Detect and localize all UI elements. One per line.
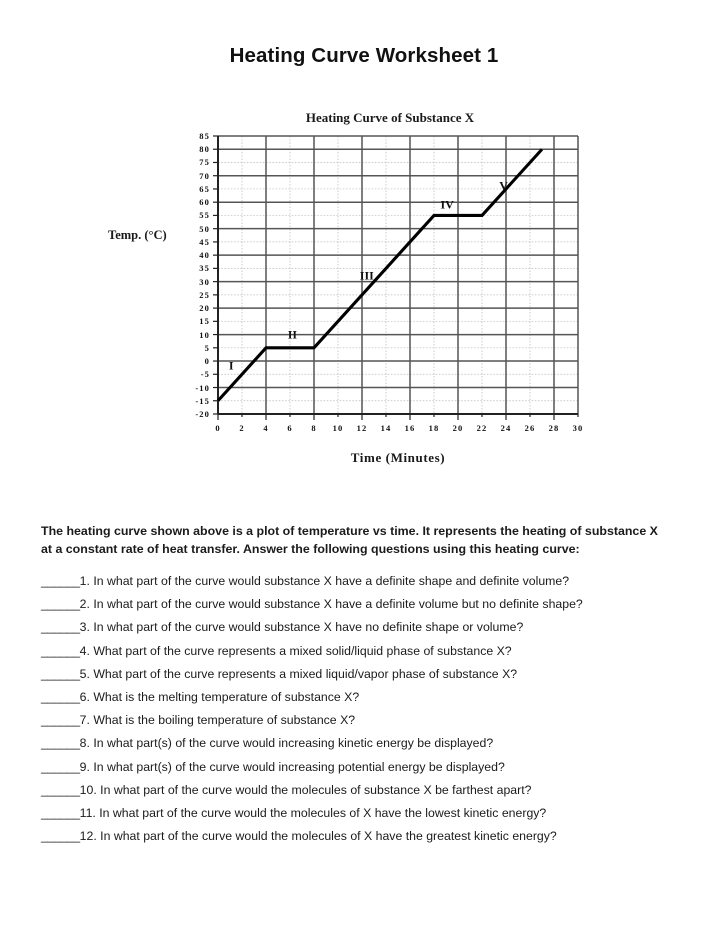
region-label-ii: II xyxy=(287,327,298,342)
question-text: 7. What is the boiling temperature of substance X? xyxy=(79,713,356,728)
question-row xyxy=(41,756,681,779)
x-tick-label: 8 xyxy=(311,423,317,433)
answer-blank[interactable]: ______ xyxy=(41,782,80,797)
question-row xyxy=(41,663,681,686)
y-tick-label: 35 xyxy=(199,263,210,274)
question-text: 5. What part of the curve represents a mixed liquid/vapor phase of substance X? xyxy=(79,666,518,681)
question-row xyxy=(41,570,681,593)
y-tick-label: 40 xyxy=(199,250,210,261)
answer-blank[interactable]: ______ xyxy=(41,689,80,704)
question-text: 3. In what part of the curve would substance X have no definite shape or volume? xyxy=(79,620,524,635)
region-label-i: I xyxy=(228,358,234,373)
y-tick-label: 65 xyxy=(199,183,210,194)
answer-blank[interactable]: ______ xyxy=(41,643,80,658)
question-row xyxy=(41,825,681,848)
y-tick-label: 70 xyxy=(199,170,210,181)
x-tick-label: 2 xyxy=(239,423,245,433)
y-tick-label: -5 xyxy=(200,369,210,380)
x-tick-label: 0 xyxy=(215,423,221,433)
y-tick-label: -15 xyxy=(195,395,210,406)
x-tick-label: 24 xyxy=(500,423,512,433)
answer-blank[interactable]: ______ xyxy=(41,736,80,751)
x-tick-label: 10 xyxy=(332,423,344,433)
question-row xyxy=(41,616,681,639)
y-tick-label: 80 xyxy=(199,144,210,155)
question-text: 8. In what part(s) of the curve would increasing kinetic energy be displayed? xyxy=(79,736,494,751)
y-tick-label: 55 xyxy=(199,210,210,221)
y-tick-label: 75 xyxy=(199,157,210,168)
answer-blank[interactable]: ______ xyxy=(41,666,80,681)
y-tick-label: 15 xyxy=(199,316,210,327)
y-tick-label: -10 xyxy=(195,382,210,393)
x-tick-label: 16 xyxy=(404,423,416,433)
x-tick-label: 12 xyxy=(356,423,368,433)
plot-area xyxy=(100,128,600,448)
y-tick-label: 30 xyxy=(199,276,210,287)
y-tick-label: 0 xyxy=(204,356,210,367)
question-row xyxy=(41,640,681,663)
answer-blank[interactable]: ______ xyxy=(41,597,80,612)
answer-blank[interactable]: ______ xyxy=(41,805,80,820)
axis-lines xyxy=(218,136,578,414)
x-tick-label: 30 xyxy=(572,423,584,433)
page-title: Heating Curve Worksheet 1 xyxy=(229,44,499,67)
y-tick-label: 60 xyxy=(199,197,210,208)
question-row xyxy=(41,593,681,616)
question-row xyxy=(41,686,681,709)
answer-blank[interactable]: ______ xyxy=(41,713,80,728)
question-text: 11. In what part of the curve would the molecules of X have the lowest kinetic energy? xyxy=(79,805,547,820)
x-tick-label: 22 xyxy=(476,423,488,433)
answer-blank[interactable]: ______ xyxy=(41,574,80,588)
x-axis-title: Time (Minutes) xyxy=(350,450,446,465)
y-axis-title: Temp. (°C) xyxy=(108,228,167,242)
x-tick-label: 26 xyxy=(524,423,536,433)
question-text: 2. In what part of the curve would substance X have a definite volume but no definite shape? xyxy=(79,597,583,612)
x-tick-label: 14 xyxy=(380,423,392,433)
region-label-v: V xyxy=(499,178,508,193)
question-row xyxy=(41,779,681,802)
y-tick-label: 50 xyxy=(199,223,210,234)
y-tick-label: 10 xyxy=(199,329,210,340)
y-tick-label: 5 xyxy=(204,342,210,353)
intro-paragraph: The heating curve shown above is a plot of temperature vs time. It represents the heating of substance X at a constant rate of heat transfer. Answer the following questions using this heating curve: xyxy=(41,524,658,556)
chart-title: Heating Curve of Substance X xyxy=(305,110,475,125)
region-label-iv: IV xyxy=(440,197,454,212)
x-tick-label: 18 xyxy=(428,423,440,433)
question-text: 9. In what part(s) of the curve would increasing potential energy be displayed? xyxy=(79,759,505,774)
x-tick-label: 4 xyxy=(263,423,269,433)
heating-curve-figure xyxy=(100,110,600,480)
y-tick-label: 25 xyxy=(199,289,210,300)
question-text: 4. What part of the curve represents a mixed solid/liquid phase of substance X? xyxy=(79,643,512,658)
y-tick-label: 20 xyxy=(199,303,210,314)
y-tick-label: 45 xyxy=(199,236,210,247)
question-row xyxy=(41,732,681,755)
answer-blank[interactable]: ______ xyxy=(41,759,80,774)
question-text: 12. In what part of the curve would the molecules of X have the greatest kinetic energy? xyxy=(79,829,557,844)
question-text: 10. In what part of the curve would the molecules of substance X be farthest apart? xyxy=(79,782,532,797)
y-tick-label: 85 xyxy=(199,131,210,141)
y-tick-label: -20 xyxy=(195,409,210,419)
question-text: 1. In what part of the curve would substance X have a definite shape and definite volume? xyxy=(79,574,570,588)
question-row xyxy=(41,802,681,825)
question-list xyxy=(41,570,681,848)
answer-blank[interactable]: ______ xyxy=(41,829,80,844)
minor-gridlines xyxy=(218,136,578,414)
axis-ticks xyxy=(213,136,578,420)
major-gridlines xyxy=(218,136,578,414)
x-tick-label: 20 xyxy=(452,423,464,433)
answer-blank[interactable]: ______ xyxy=(41,620,80,635)
question-text: 6. What is the melting temperature of substance X? xyxy=(79,689,360,704)
region-label-iii: III xyxy=(359,268,374,283)
question-row xyxy=(41,709,681,732)
x-tick-label: 28 xyxy=(548,423,560,433)
x-tick-label: 6 xyxy=(287,423,293,433)
